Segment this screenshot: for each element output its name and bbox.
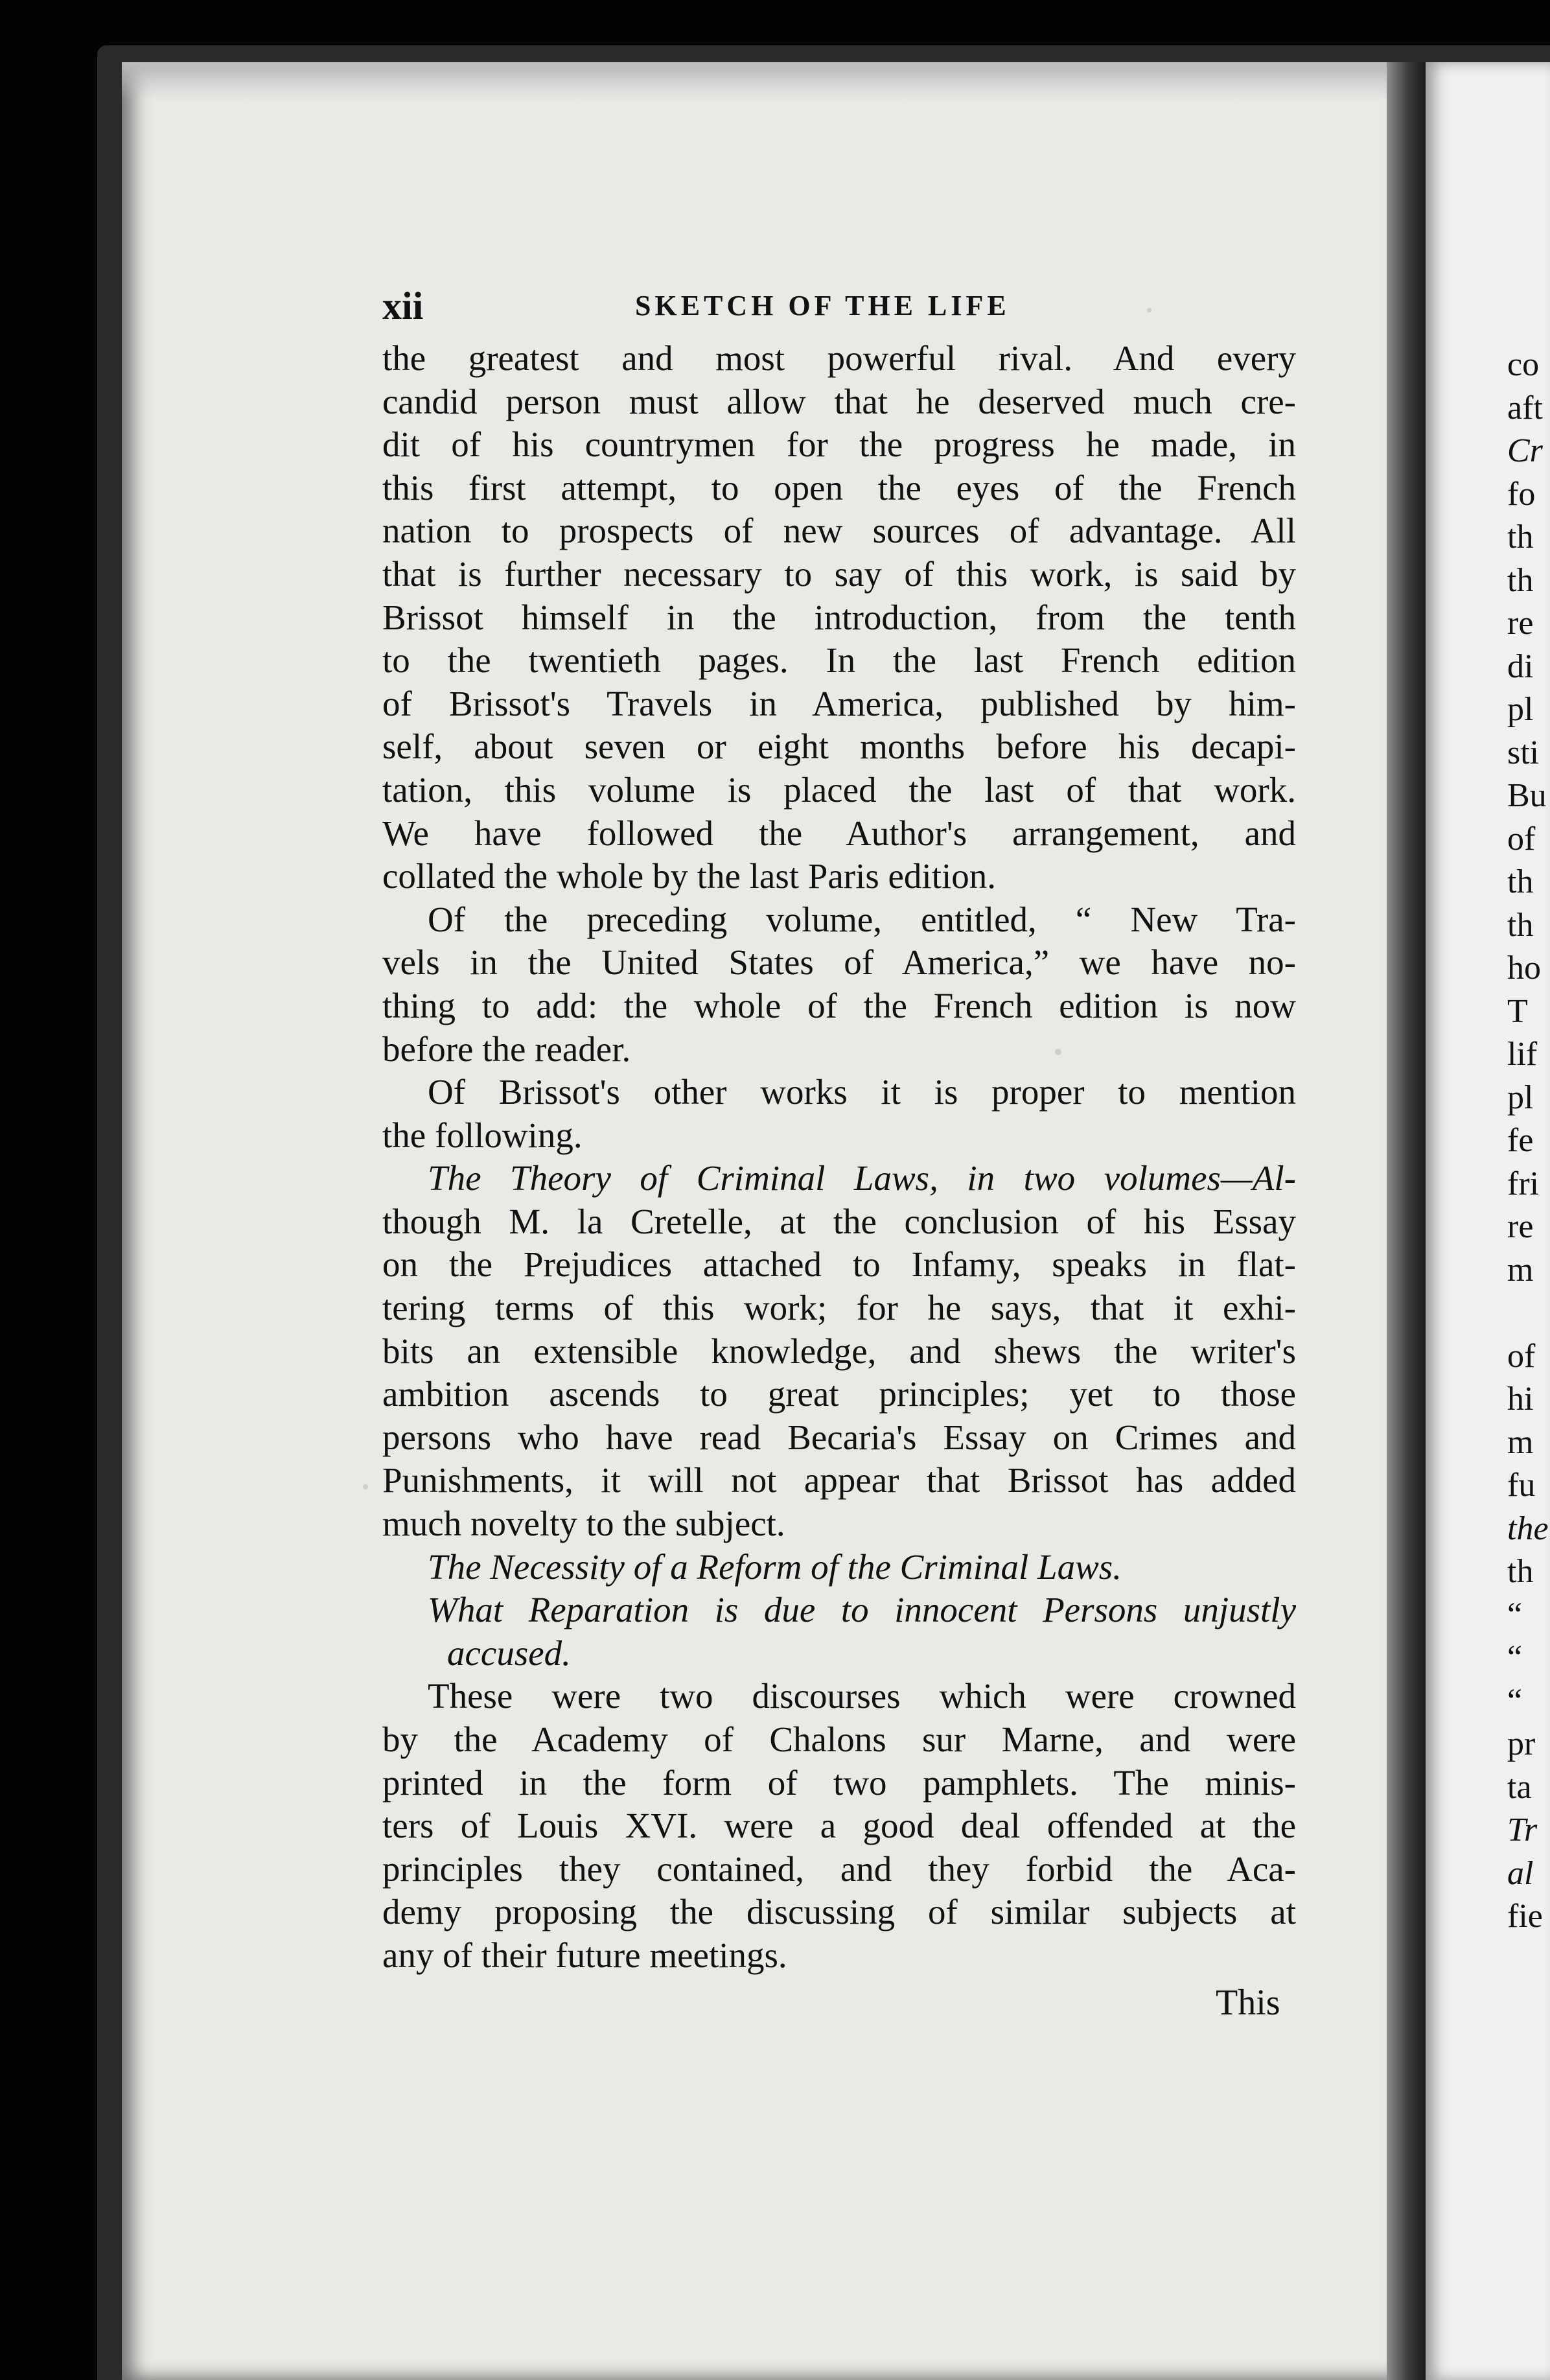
paper-speck [1055,1049,1061,1055]
paper-speck [1147,308,1151,312]
facing-line: “ [1507,1596,1523,1633]
text-line: of Brissot's Travels in America, published by him- [382,683,1296,723]
text-line: The Theory of Criminal Laws, in two volumes—Al- [428,1158,1296,1198]
facing-line: di [1507,648,1534,685]
text-line: to the twentieth pages. In the last French edition [382,640,1296,681]
facing-line: re [1507,1208,1534,1245]
facing-line: fo [1507,475,1536,513]
text-line: ters of Louis XVI. were a good deal offended at the [382,1806,1296,1846]
text-line: Brissot himself in the introduction, from the tenth [382,597,1296,637]
text-line: before the reader. [382,1029,631,1069]
facing-line: aft [1507,389,1543,426]
text-line: vels in the United States of America,” we have no- [382,942,1296,983]
paper-speck [363,1484,368,1489]
text-line: much novelty to the subject. [382,1504,785,1544]
book-gutter [1387,62,1426,2380]
text-line: though M. la Cretelle, at the conclusion of his Essay [382,1201,1296,1241]
facing-line: pl [1507,691,1534,728]
text-line: What Reparation is due to innocent Persons unjustly [428,1590,1296,1630]
running-head: SKETCH OF THE LIFE [635,290,1010,321]
facing-line: hi [1507,1381,1534,1418]
facing-line: fu [1507,1467,1536,1504]
text-line: principles they contained, and they forbid the Aca- [382,1849,1296,1889]
facing-line: fie [1507,1898,1543,1935]
page-number: xii [382,285,424,327]
text-line: the greatest and most powerful rival. And every [382,338,1296,378]
facing-line: “ [1507,1639,1523,1676]
facing-line: pr [1507,1725,1536,1762]
facing-line: “ [1507,1682,1523,1720]
facing-line: th [1507,906,1534,944]
text-line: that is further necessary to say of this work, is said by [382,554,1296,594]
text-line: any of their future meetings. [382,1935,787,1975]
text-line: Of Brissot's other works it is proper to mention [428,1072,1296,1112]
facing-line: T [1507,992,1528,1030]
text-line: bits an extensible knowledge, and shews the writer's [382,1331,1296,1371]
facing-line: sti [1507,734,1540,771]
facing-line: Cr [1507,432,1543,469]
facing-line: th [1507,561,1534,599]
facing-line: Bu [1507,777,1547,814]
text-line: dit of his countrymen for the progress he made, in [382,425,1296,465]
text-line: printed in the form of two pamphlets. The minis- [382,1762,1296,1802]
text-line: tering terms of this work; for he says, that it exhi- [382,1288,1296,1328]
text-line: the following. [382,1115,583,1155]
catchword: This [1216,1983,1280,2023]
text-line: on the Prejudices attached to Infamy, speaks in flat- [382,1244,1296,1285]
facing-line: ta [1507,1768,1532,1806]
text-line: collated the whole by the last Paris edition. [382,856,997,896]
text-line: accused. [447,1633,571,1673]
text-line: candid person must allow that he deserved much cre- [382,381,1296,421]
text-line: ambition ascends to great principles; yet to those [382,1374,1296,1414]
text-line: demy proposing the discussing of similar subjects at [382,1892,1296,1932]
facing-line: th [1507,863,1534,900]
page-header [382,284,1290,336]
facing-line: th [1507,1553,1534,1590]
text-line: self, about seven or eight months before his decapi- [382,727,1296,767]
text-line: We have followed the Author's arrangement, and [382,813,1296,853]
facing-line: lif [1507,1036,1538,1073]
text-line: by the Academy of Chalons sur Marne, and were [382,1720,1296,1759]
facing-line: of [1507,820,1536,858]
facing-line: co [1507,346,1540,383]
text-line: nation to prospects of new sources of advantage. All [382,511,1296,551]
facing-line: m [1507,1251,1534,1289]
facing-line: ho [1507,950,1541,986]
text-line: These were two discourses which were crowned [428,1676,1296,1716]
facing-line: the [1507,1510,1549,1547]
facing-line: fri [1507,1165,1540,1202]
facing-line: pl [1507,1079,1534,1116]
facing-page-text [1507,344,1550,1939]
facing-line: re [1507,605,1534,642]
facing-line: al [1507,1854,1534,1892]
facing-line: of [1507,1337,1536,1375]
text-line: thing to add: the whole of the French edition is now [382,985,1296,1025]
body-text [382,337,1296,1978]
text-line: this first attempt, to open the eyes of the French [382,467,1296,508]
text-line: The Necessity of a Reform of the Criminal Laws. [428,1546,1122,1587]
facing-line: m [1507,1423,1534,1461]
facing-line [1507,1292,1550,1335]
text-line: Of the preceding volume, entitled, “ New Tra- [428,899,1296,939]
text-line: persons who have read Becaria's Essay on Crimes and [382,1417,1296,1457]
text-line: tation, this volume is placed the last of that work. [382,769,1296,810]
text-line: Punishments, it will not appear that Brissot has added [382,1460,1296,1500]
facing-line: fe [1507,1122,1534,1159]
facing-line: Tr [1507,1812,1538,1849]
facing-line: th [1507,519,1534,555]
